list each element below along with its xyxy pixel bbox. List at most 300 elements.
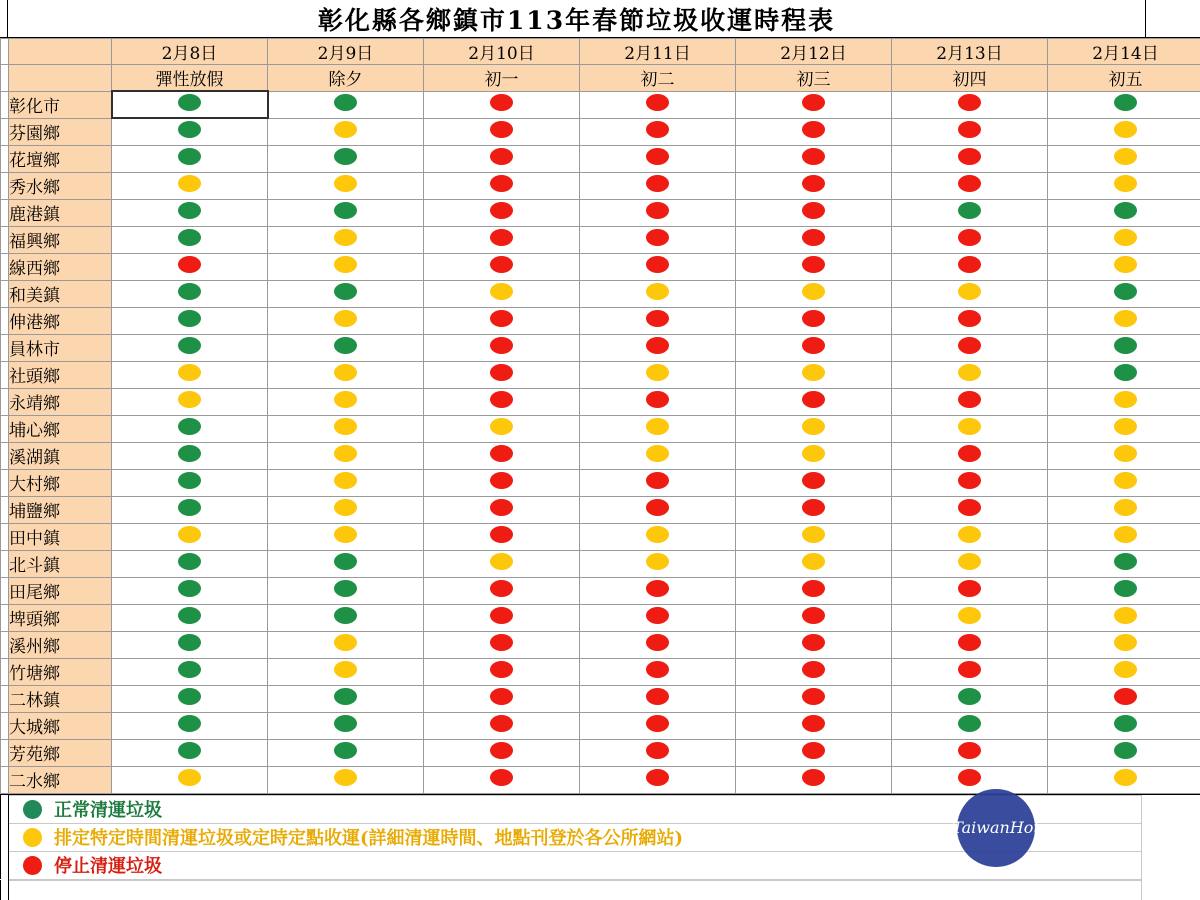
legend-dot-red xyxy=(23,856,42,875)
status-cell[interactable] xyxy=(112,199,268,226)
status-cell[interactable] xyxy=(112,442,268,469)
status-cell[interactable] xyxy=(580,199,736,226)
table-row xyxy=(1,523,1200,550)
status-cell[interactable] xyxy=(424,118,580,145)
status-dot-red xyxy=(490,175,513,192)
table-row xyxy=(1,550,1200,577)
status-dot-red xyxy=(646,337,669,354)
status-cell[interactable] xyxy=(1048,604,1200,631)
status-cell[interactable] xyxy=(112,739,268,766)
gutter-cell xyxy=(1,65,9,92)
table-row xyxy=(1,199,1200,226)
status-cell[interactable] xyxy=(892,442,1048,469)
status-cell[interactable] xyxy=(112,145,268,172)
status-cell[interactable] xyxy=(736,550,892,577)
status-dot-red xyxy=(958,148,981,165)
status-cell[interactable] xyxy=(1048,415,1200,442)
gutter-cell xyxy=(1,712,9,739)
status-cell[interactable] xyxy=(892,361,1048,388)
status-dot-red xyxy=(490,688,513,705)
table-row xyxy=(1,226,1200,253)
status-cell[interactable] xyxy=(112,658,268,685)
status-cell[interactable] xyxy=(268,604,424,631)
status-cell[interactable] xyxy=(112,685,268,712)
status-cell[interactable] xyxy=(580,604,736,631)
status-cell[interactable] xyxy=(424,334,580,361)
status-cell[interactable] xyxy=(268,415,424,442)
status-cell[interactable] xyxy=(112,415,268,442)
status-cell[interactable] xyxy=(892,523,1048,550)
status-cell[interactable] xyxy=(1048,712,1200,739)
status-cell[interactable] xyxy=(736,604,892,631)
status-dot-red xyxy=(646,769,669,786)
status-dot-yellow xyxy=(958,553,981,570)
status-cell[interactable] xyxy=(736,199,892,226)
status-cell[interactable] xyxy=(112,334,268,361)
status-cell[interactable] xyxy=(892,712,1048,739)
status-cell[interactable] xyxy=(892,334,1048,361)
status-cell[interactable] xyxy=(1048,280,1200,307)
status-dot-yellow xyxy=(958,526,981,543)
status-dot-red xyxy=(178,256,201,273)
status-cell[interactable] xyxy=(268,496,424,523)
table-row xyxy=(1,766,1200,793)
status-cell[interactable] xyxy=(580,226,736,253)
status-dot-yellow xyxy=(334,472,357,489)
status-cell[interactable] xyxy=(580,766,736,793)
column-header-date: 2月12日 xyxy=(736,39,892,65)
status-cell[interactable] xyxy=(268,226,424,253)
status-dot-yellow xyxy=(1114,499,1137,516)
status-dot-red xyxy=(958,229,981,246)
status-cell[interactable] xyxy=(424,226,580,253)
status-dot-yellow xyxy=(646,283,669,300)
status-dot-green xyxy=(178,499,201,516)
status-cell[interactable] xyxy=(112,118,268,145)
status-cell[interactable] xyxy=(892,739,1048,766)
status-cell[interactable] xyxy=(1048,118,1200,145)
row-header-township: 福興鄉 xyxy=(9,226,112,253)
status-cell[interactable] xyxy=(424,523,580,550)
status-cell[interactable] xyxy=(1048,361,1200,388)
status-cell[interactable] xyxy=(736,739,892,766)
column-header-lunar: 除夕 xyxy=(268,65,424,92)
status-dot-yellow xyxy=(1114,661,1137,678)
gutter-cell xyxy=(1,550,9,577)
status-cell[interactable] xyxy=(268,550,424,577)
status-cell[interactable] xyxy=(268,388,424,415)
status-cell[interactable] xyxy=(424,685,580,712)
status-cell[interactable] xyxy=(892,577,1048,604)
status-dot-green xyxy=(1114,715,1137,732)
status-cell[interactable] xyxy=(268,145,424,172)
status-dot-green xyxy=(334,715,357,732)
status-cell[interactable] xyxy=(580,685,736,712)
status-cell[interactable] xyxy=(268,334,424,361)
status-cell[interactable] xyxy=(892,766,1048,793)
status-cell[interactable] xyxy=(892,91,1048,118)
status-cell[interactable] xyxy=(268,91,424,118)
status-dot-red xyxy=(490,661,513,678)
status-dot-yellow xyxy=(334,661,357,678)
status-cell[interactable] xyxy=(892,469,1048,496)
status-cell[interactable] xyxy=(268,199,424,226)
status-cell[interactable] xyxy=(112,469,268,496)
table-row xyxy=(1,469,1200,496)
status-cell[interactable] xyxy=(1048,199,1200,226)
gutter-cell xyxy=(1,577,9,604)
status-cell[interactable] xyxy=(268,442,424,469)
status-cell[interactable] xyxy=(268,253,424,280)
status-cell[interactable] xyxy=(1048,577,1200,604)
status-cell[interactable] xyxy=(424,604,580,631)
status-cell[interactable] xyxy=(424,739,580,766)
status-cell[interactable] xyxy=(268,361,424,388)
status-cell[interactable] xyxy=(736,766,892,793)
gutter-cell xyxy=(1,795,9,823)
status-cell[interactable] xyxy=(268,658,424,685)
status-dot-yellow xyxy=(646,445,669,462)
status-cell[interactable] xyxy=(424,388,580,415)
gutter-cell xyxy=(1,851,9,879)
status-cell[interactable] xyxy=(424,307,580,334)
status-dot-yellow xyxy=(1114,256,1137,273)
status-dot-red xyxy=(802,472,825,489)
status-cell[interactable] xyxy=(112,280,268,307)
status-cell[interactable] xyxy=(580,469,736,496)
status-dot-red xyxy=(958,121,981,138)
status-cell[interactable] xyxy=(580,145,736,172)
status-dot-green xyxy=(178,688,201,705)
status-cell[interactable] xyxy=(1048,145,1200,172)
empty-rows xyxy=(0,880,1200,900)
status-cell[interactable] xyxy=(1048,442,1200,469)
status-cell[interactable] xyxy=(580,739,736,766)
status-cell[interactable] xyxy=(424,631,580,658)
status-cell[interactable] xyxy=(1048,226,1200,253)
status-cell[interactable] xyxy=(1048,523,1200,550)
status-cell[interactable] xyxy=(424,253,580,280)
status-dot-yellow xyxy=(334,256,357,273)
status-cell[interactable] xyxy=(112,361,268,388)
status-cell[interactable] xyxy=(736,415,892,442)
gutter-cell xyxy=(1,823,9,851)
status-cell[interactable] xyxy=(112,523,268,550)
status-dot-yellow xyxy=(334,445,357,462)
status-cell[interactable] xyxy=(1048,469,1200,496)
status-dot-red xyxy=(802,715,825,732)
status-cell[interactable] xyxy=(1048,334,1200,361)
status-cell[interactable] xyxy=(580,496,736,523)
status-cell[interactable] xyxy=(424,172,580,199)
status-dot-yellow xyxy=(1114,634,1137,651)
status-cell[interactable] xyxy=(736,712,892,739)
status-cell[interactable] xyxy=(736,172,892,199)
status-dot-red xyxy=(646,472,669,489)
status-cell[interactable] xyxy=(112,604,268,631)
legend-dot-green xyxy=(23,800,42,819)
status-cell[interactable] xyxy=(736,226,892,253)
status-cell[interactable] xyxy=(580,280,736,307)
status-cell[interactable] xyxy=(736,631,892,658)
status-dot-red xyxy=(490,337,513,354)
status-dot-green xyxy=(178,337,201,354)
status-cell[interactable] xyxy=(268,280,424,307)
status-dot-red xyxy=(958,175,981,192)
row-header-township: 鹿港鎮 xyxy=(9,199,112,226)
row-header-township: 二水鄉 xyxy=(9,766,112,793)
status-cell[interactable] xyxy=(424,577,580,604)
status-cell[interactable] xyxy=(1048,91,1200,118)
status-cell[interactable] xyxy=(1048,631,1200,658)
status-cell[interactable] xyxy=(892,280,1048,307)
gutter-cell xyxy=(1,523,9,550)
status-dot-red xyxy=(958,94,981,111)
status-dot-red xyxy=(958,769,981,786)
status-dot-green xyxy=(334,688,357,705)
status-dot-green xyxy=(1114,580,1137,597)
status-cell[interactable] xyxy=(268,172,424,199)
status-cell[interactable] xyxy=(112,388,268,415)
status-cell[interactable] xyxy=(424,469,580,496)
status-cell[interactable] xyxy=(892,307,1048,334)
status-cell[interactable] xyxy=(736,442,892,469)
row-header-township: 彰化市 xyxy=(9,91,112,118)
table-row xyxy=(1,307,1200,334)
legend-label: 停止清運垃圾 xyxy=(54,856,162,877)
tail-cell xyxy=(1142,823,1200,851)
status-dot-red xyxy=(802,256,825,273)
status-dot-yellow xyxy=(802,283,825,300)
status-dot-yellow xyxy=(334,121,357,138)
status-cell[interactable] xyxy=(424,712,580,739)
status-cell[interactable] xyxy=(736,361,892,388)
status-cell[interactable] xyxy=(1048,253,1200,280)
gutter-cell xyxy=(1,739,9,766)
status-cell[interactable] xyxy=(268,577,424,604)
status-dot-green xyxy=(334,283,357,300)
table-row xyxy=(1,496,1200,523)
status-cell[interactable] xyxy=(268,712,424,739)
status-cell[interactable] xyxy=(736,334,892,361)
status-dot-yellow xyxy=(1114,472,1137,489)
status-cell[interactable] xyxy=(112,766,268,793)
page-title: 彰化縣各鄉鎮市113年春節垃圾收運時程表 xyxy=(8,0,1145,37)
status-cell[interactable] xyxy=(580,91,736,118)
status-cell[interactable] xyxy=(268,118,424,145)
status-cell[interactable] xyxy=(580,334,736,361)
status-dot-yellow xyxy=(958,418,981,435)
status-cell[interactable] xyxy=(580,118,736,145)
status-cell[interactable] xyxy=(892,658,1048,685)
status-dot-red xyxy=(646,391,669,408)
status-cell[interactable] xyxy=(736,118,892,145)
status-dot-red xyxy=(802,148,825,165)
status-cell[interactable] xyxy=(1048,550,1200,577)
status-cell[interactable] xyxy=(736,523,892,550)
status-cell[interactable] xyxy=(892,226,1048,253)
status-dot-green xyxy=(178,742,201,759)
status-cell[interactable] xyxy=(424,442,580,469)
status-cell[interactable] xyxy=(112,577,268,604)
status-cell[interactable] xyxy=(112,550,268,577)
status-cell[interactable] xyxy=(424,91,580,118)
status-cell[interactable] xyxy=(892,604,1048,631)
gutter-cell xyxy=(1,280,9,307)
status-dot-yellow xyxy=(646,553,669,570)
status-cell[interactable] xyxy=(580,307,736,334)
column-header-lunar: 彈性放假 xyxy=(112,65,268,92)
status-cell[interactable] xyxy=(424,415,580,442)
status-cell[interactable] xyxy=(580,550,736,577)
status-cell[interactable] xyxy=(892,415,1048,442)
status-dot-red xyxy=(490,607,513,624)
status-cell[interactable] xyxy=(424,361,580,388)
status-dot-red xyxy=(802,229,825,246)
status-cell[interactable] xyxy=(580,388,736,415)
status-cell[interactable] xyxy=(580,631,736,658)
status-cell[interactable] xyxy=(112,712,268,739)
status-cell[interactable] xyxy=(112,226,268,253)
status-dot-green xyxy=(334,94,357,111)
status-cell[interactable] xyxy=(892,172,1048,199)
status-cell[interactable] xyxy=(580,577,736,604)
status-cell[interactable] xyxy=(892,550,1048,577)
status-dot-yellow xyxy=(1114,526,1137,543)
status-cell[interactable] xyxy=(892,199,1048,226)
status-cell[interactable] xyxy=(892,685,1048,712)
status-cell[interactable] xyxy=(112,91,268,118)
status-cell[interactable] xyxy=(424,496,580,523)
gutter-cell xyxy=(1,766,9,793)
row-header-township: 二林鎮 xyxy=(9,685,112,712)
status-dot-red xyxy=(958,310,981,327)
status-cell[interactable] xyxy=(736,253,892,280)
status-cell[interactable] xyxy=(580,415,736,442)
status-cell[interactable] xyxy=(268,685,424,712)
status-dot-green xyxy=(178,445,201,462)
status-dot-green xyxy=(334,148,357,165)
row-header-township: 北斗鎮 xyxy=(9,550,112,577)
table-row xyxy=(1,739,1200,766)
status-dot-yellow xyxy=(178,769,201,786)
status-cell[interactable] xyxy=(268,766,424,793)
status-dot-yellow xyxy=(646,418,669,435)
status-cell[interactable] xyxy=(112,631,268,658)
status-dot-red xyxy=(490,391,513,408)
status-cell[interactable] xyxy=(580,658,736,685)
status-cell[interactable] xyxy=(1048,685,1200,712)
status-cell[interactable] xyxy=(736,658,892,685)
title-row xyxy=(0,0,1200,38)
status-cell[interactable] xyxy=(892,388,1048,415)
table-row xyxy=(1,172,1200,199)
status-cell[interactable] xyxy=(892,496,1048,523)
status-dot-yellow xyxy=(334,175,357,192)
status-cell[interactable] xyxy=(1048,307,1200,334)
gutter-cell xyxy=(1,604,9,631)
status-cell[interactable] xyxy=(580,442,736,469)
status-cell[interactable] xyxy=(424,280,580,307)
status-cell[interactable] xyxy=(424,199,580,226)
status-cell[interactable] xyxy=(580,253,736,280)
status-dot-green xyxy=(178,121,201,138)
status-cell[interactable] xyxy=(736,577,892,604)
status-dot-green xyxy=(334,580,357,597)
status-dot-green xyxy=(1114,283,1137,300)
status-dot-red xyxy=(802,661,825,678)
status-cell[interactable] xyxy=(1048,172,1200,199)
status-dot-red xyxy=(490,148,513,165)
status-cell[interactable] xyxy=(424,766,580,793)
status-dot-green xyxy=(178,607,201,624)
status-cell[interactable] xyxy=(892,631,1048,658)
status-cell[interactable] xyxy=(112,172,268,199)
status-cell[interactable] xyxy=(112,496,268,523)
status-dot-red xyxy=(958,391,981,408)
row-header-township: 大城鄉 xyxy=(9,712,112,739)
status-cell[interactable] xyxy=(736,685,892,712)
status-cell[interactable] xyxy=(424,550,580,577)
status-dot-green xyxy=(178,94,201,111)
status-dot-yellow xyxy=(958,283,981,300)
status-cell[interactable] xyxy=(736,469,892,496)
status-dot-red xyxy=(646,580,669,597)
status-cell[interactable] xyxy=(1048,658,1200,685)
status-dot-green xyxy=(178,715,201,732)
status-cell[interactable] xyxy=(580,523,736,550)
status-dot-green xyxy=(178,229,201,246)
status-cell[interactable] xyxy=(580,712,736,739)
status-cell[interactable] xyxy=(580,361,736,388)
status-dot-red xyxy=(646,256,669,273)
status-dot-yellow xyxy=(802,526,825,543)
status-cell[interactable] xyxy=(736,388,892,415)
column-header-date: 2月8日 xyxy=(112,39,268,65)
status-cell[interactable] xyxy=(736,307,892,334)
status-cell[interactable] xyxy=(112,307,268,334)
status-cell[interactable] xyxy=(736,145,892,172)
row-header-township: 溪州鄉 xyxy=(9,631,112,658)
status-cell[interactable] xyxy=(736,280,892,307)
status-cell[interactable] xyxy=(424,658,580,685)
status-dot-yellow xyxy=(802,364,825,381)
status-cell[interactable] xyxy=(1048,388,1200,415)
status-cell[interactable] xyxy=(736,91,892,118)
gutter-cell xyxy=(1,496,9,523)
status-cell[interactable] xyxy=(268,469,424,496)
status-dot-red xyxy=(490,310,513,327)
status-cell[interactable] xyxy=(268,739,424,766)
legend-label: 排定特定時間清運垃圾或定時定點收運(詳細清運時間、地點刊登於各公所網站) xyxy=(54,828,684,849)
status-cell[interactable] xyxy=(892,145,1048,172)
status-cell[interactable] xyxy=(268,631,424,658)
status-cell[interactable] xyxy=(268,307,424,334)
status-dot-yellow xyxy=(490,418,513,435)
status-cell[interactable] xyxy=(1048,496,1200,523)
legend-label: 正常清運垃圾 xyxy=(54,800,162,821)
status-cell[interactable] xyxy=(736,496,892,523)
status-cell[interactable] xyxy=(1048,766,1200,793)
status-cell[interactable] xyxy=(892,253,1048,280)
status-cell[interactable] xyxy=(1048,739,1200,766)
status-cell[interactable] xyxy=(268,523,424,550)
status-cell[interactable] xyxy=(424,145,580,172)
status-dot-red xyxy=(490,715,513,732)
status-cell[interactable] xyxy=(580,172,736,199)
status-cell[interactable] xyxy=(892,118,1048,145)
status-cell[interactable] xyxy=(112,253,268,280)
